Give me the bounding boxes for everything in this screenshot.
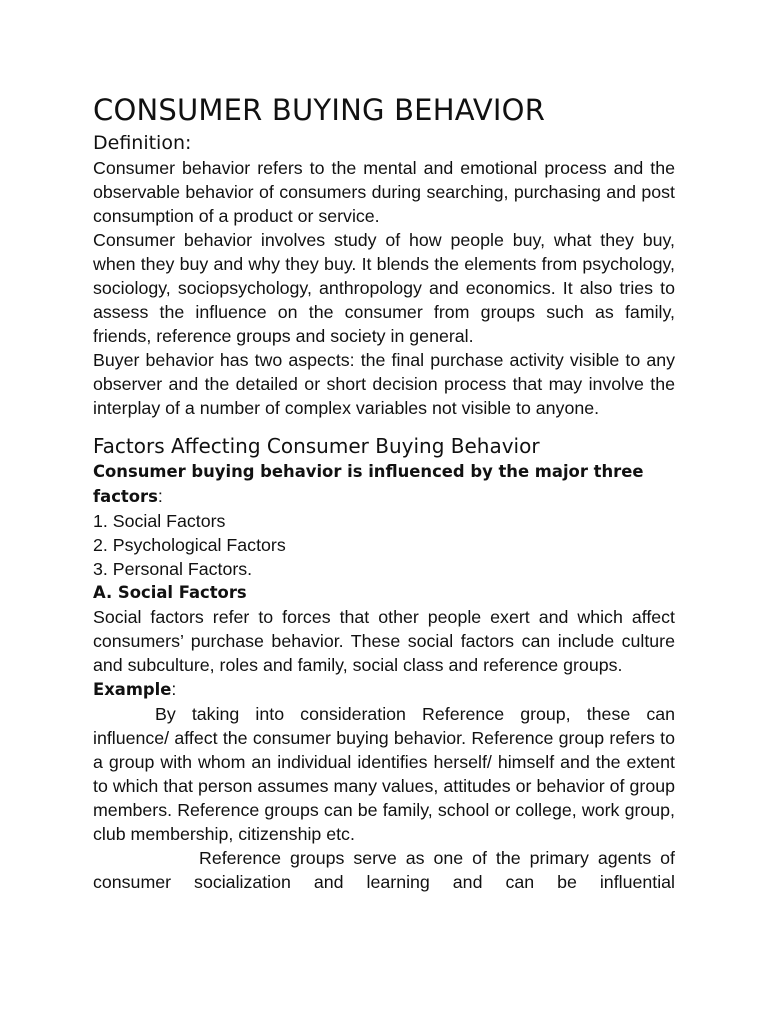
list-item: 2. Psychological Factors xyxy=(93,535,286,555)
example-paragraph: By taking into consideration Reference group, these can influence/ affect the consumer buying behavior. Reference group refers to a group with whom an individual identifies herself/ himself and the extent to which that person assumes many values, attitudes or behavior of group members. Reference groups can be family, school or college, work group, club membership, citizenship etc. xyxy=(93,704,675,844)
definition-paragraph-1: Consumer behavior refers to the mental and emotional process and the observable behavior of consumers during searching, purchasing and post consumption of a product or service. xyxy=(93,158,675,226)
reference-groups-paragraph: Reference groups serve as one of the primary agents of consumer socialization and learning and can be influential xyxy=(93,848,675,892)
social-factors-paragraph: Social factors refer to forces that other people exert and which affect consumers’ purchase behavior. These social factors can include culture and subculture, roles and family, social class and reference groups. xyxy=(93,607,675,675)
definition-heading: Definition: xyxy=(93,132,192,154)
factors-lead-punct: : xyxy=(157,486,163,506)
example-label-text: Example xyxy=(93,680,172,699)
social-factors-heading: A. Social Factors xyxy=(93,583,247,602)
document-title: CONSUMER BUYING BEHAVIOR xyxy=(93,93,546,127)
example-label-punct: : xyxy=(171,679,177,699)
factors-lead-text: Consumer buying behavior is influenced by the major three factors xyxy=(93,462,644,506)
factors-heading: Factors Affecting Consumer Buying Behavior xyxy=(93,434,540,458)
example-label xyxy=(93,677,675,702)
list-item: 1. Social Factors xyxy=(93,511,226,531)
definition-paragraph-2: Consumer behavior involves study of how people buy, what they buy, when they buy and why they buy. It blends the elements from psychology, sociology, sociopsychology, anthropology and economics. It also tries to assess the influence on the consumer from groups such as family, friends, reference groups and society in general. xyxy=(93,230,675,346)
factors-lead xyxy=(93,460,675,509)
document-content xyxy=(93,90,675,894)
definition-paragraph-3: Buyer behavior has two aspects: the final purchase activity visible to any observer and the detailed or short decision process that may involve the interplay of a number of complex variables not visible to anyone. xyxy=(93,350,675,418)
factors-list xyxy=(93,509,675,581)
list-item: 3. Personal Factors. xyxy=(93,559,253,579)
